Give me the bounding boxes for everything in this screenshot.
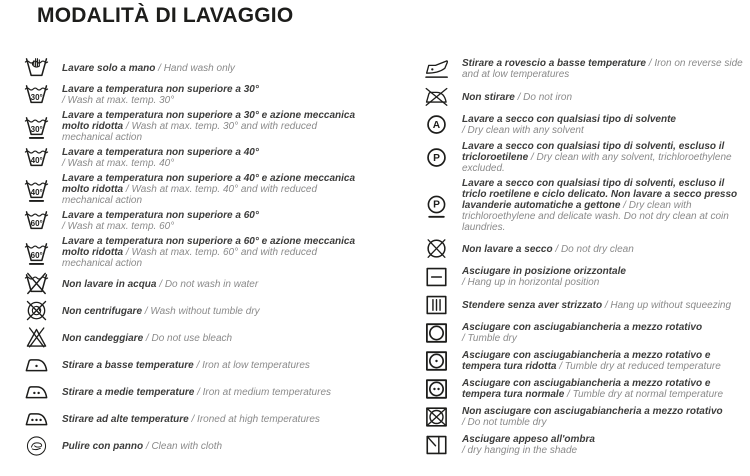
dry-clean-any-solvent-icon: [424, 113, 449, 137]
label-italian: Lavare a secco con qualsiasi tipo di solvente: [462, 114, 676, 125]
care-row: [24, 380, 368, 404]
care-label: [462, 58, 750, 80]
label-italian: Lavare a temperatura non superiore a 30° e azione meccanica molto ridotta: [62, 110, 356, 132]
label-italian: Non asciugare con asciugabiancheria a mezzo rotativo: [462, 406, 723, 417]
wash-60-icon: [24, 209, 49, 233]
care-label: [462, 322, 750, 344]
label-italian: Stendere senza aver strizzato: [462, 299, 603, 311]
care-row: [24, 353, 368, 377]
label-english: / Dry clean with trichloroethylene and delicate wash. Do not dry clean at coin laundries.: [462, 200, 729, 233]
care-row: [24, 326, 368, 350]
label-english: / Do not dry clean: [555, 243, 634, 255]
wash-40-reduced-icon: [24, 178, 49, 202]
dry-flat-icon: [424, 265, 449, 289]
care-label: [462, 266, 750, 288]
do-not-iron-icon: [424, 85, 449, 109]
label-italian: Non candeggiare: [62, 332, 144, 344]
label-italian: Pulire con panno: [62, 440, 144, 452]
wash-30-icon: [24, 83, 49, 107]
label-italian: Stirare ad alte temperature: [62, 413, 189, 425]
care-label: [462, 92, 750, 103]
tumble-dry-normal-icon: [424, 377, 449, 401]
care-row: [424, 237, 750, 261]
care-row: [424, 321, 750, 345]
tumble-dry-icon: [424, 321, 449, 345]
label-english: / Wash without tumble dry: [144, 305, 260, 317]
label-italian: Lavare a temperatura non superiore a 40°: [62, 147, 259, 158]
care-column-left: [24, 56, 368, 461]
care-row: [24, 83, 368, 107]
label-english: / Wash at max. temp. 30°: [62, 95, 175, 106]
label-english: / Tumble dry at reduced temperature: [559, 361, 721, 372]
care-label: [462, 350, 750, 372]
label-english: / Iron at low temperatures: [196, 359, 310, 371]
care-row: [424, 405, 750, 429]
care-label: [62, 360, 365, 371]
label-english: / Wash at max. temp. 40°: [62, 158, 175, 169]
label-english: / dry hanging in the shade: [462, 445, 578, 456]
label-italian: Lavare a temperatura non superiore a 30°: [62, 84, 259, 95]
label-english: / Clean with cloth: [145, 440, 223, 452]
iron-high-icon: [24, 407, 49, 431]
label-italian: Stirare a rovescio a basse temperature: [462, 58, 646, 69]
page-title: MODALITÀ DI LAVAGGIO: [37, 4, 294, 27]
dry-in-shade-icon: [424, 433, 449, 457]
care-label: [62, 210, 365, 232]
label-english: / Iron on reverse side and at low temperatures: [462, 58, 743, 80]
care-row: [24, 209, 368, 233]
label-english: / Dry clean with any solvent, trichloroethylene excluded.: [462, 152, 732, 174]
care-label: [62, 84, 365, 106]
label-italian: Asciugare con asciugabiancheria a mezzo rotativo e tempera tura ridotta: [462, 350, 711, 372]
svg-text:P: P: [433, 152, 440, 164]
label-italian: Asciugare con asciugabiancheria a mezzo rotativo e tempera tura normale: [462, 378, 711, 400]
care-row: [424, 265, 750, 289]
care-row: [24, 236, 368, 269]
care-row: [424, 113, 750, 137]
do-not-wring-icon: [24, 299, 49, 323]
care-label: [462, 114, 750, 136]
label-italian: Stirare a medie temperature: [62, 386, 195, 398]
do-not-dry-clean-icon: [424, 237, 449, 261]
label-italian: Non centrifugare: [62, 305, 143, 317]
label-italian: Non stirare: [462, 91, 515, 103]
label-english: / Do not wash in water: [159, 278, 259, 290]
care-row: [24, 110, 368, 143]
care-label: [462, 378, 750, 400]
care-row: [424, 57, 750, 81]
care-label: [62, 147, 365, 169]
label-english: / Do not use bleach: [145, 332, 233, 344]
clean-with-cloth-icon: [24, 434, 49, 458]
care-row: [424, 85, 750, 109]
label-english: / Tumble dry: [462, 333, 517, 344]
label-english: / Do not iron: [517, 91, 573, 103]
care-label: [62, 441, 365, 452]
svg-text:60°: 60°: [30, 250, 43, 260]
label-english: / Dry clean with any solvent: [462, 125, 584, 136]
care-row: [424, 178, 750, 233]
label-italian: Asciugare in posizione orizzontale: [462, 266, 626, 277]
label-italian: Non lavare a secco: [462, 243, 553, 255]
label-english: / Wash at max. temp. 60°: [62, 221, 175, 232]
svg-text:A: A: [432, 119, 441, 131]
label-italian: Lavare solo a mano: [62, 62, 156, 74]
care-label: [62, 236, 365, 269]
care-label: [462, 141, 750, 174]
svg-text:60°: 60°: [30, 218, 43, 228]
drip-dry-icon: [424, 293, 449, 317]
label-english: / Hand wash only: [158, 62, 235, 74]
care-label: [62, 306, 365, 317]
label-italian: Asciugare appeso all'ombra: [462, 434, 595, 445]
care-label: [62, 414, 365, 425]
svg-text:30°: 30°: [30, 92, 43, 102]
care-label: [462, 434, 750, 456]
iron-low-icon: [24, 353, 49, 377]
care-row: [24, 272, 368, 296]
label-english: / Hang up without squeezing: [604, 299, 732, 311]
care-label: [462, 244, 750, 255]
label-english: / Wash at max. temp. 40° and with reduced mechanical action: [62, 184, 318, 206]
iron-medium-icon: [24, 380, 49, 404]
wash-hand-icon: [24, 56, 49, 80]
svg-text:P: P: [433, 199, 440, 211]
iron-reverse-icon: [424, 57, 449, 81]
do-not-tumble-dry-icon: [424, 405, 449, 429]
care-label: [62, 110, 365, 143]
label-english: / Tumble dry at normal temperature: [567, 389, 724, 400]
care-row: [424, 293, 750, 317]
care-row: [24, 173, 368, 206]
label-english: / Wash at max. temp. 60° and with reduced mechanical action: [62, 247, 318, 269]
care-row: [24, 299, 368, 323]
care-row: [424, 141, 750, 174]
wash-40-icon: [24, 146, 49, 170]
label-english: / Iron at medium temperatures: [197, 386, 332, 398]
do-not-bleach-icon: [24, 326, 49, 350]
care-label: [62, 63, 365, 74]
care-row: [24, 434, 368, 458]
wash-60-reduced-icon: [24, 241, 49, 265]
care-row: [24, 56, 368, 80]
care-label: [462, 406, 750, 428]
care-row: [24, 407, 368, 431]
svg-text:40°: 40°: [30, 187, 43, 197]
care-label: [462, 300, 750, 311]
label-english: / Do not tumble dry: [462, 417, 547, 428]
label-italian: Lavare a secco con qualsiasi tipo di solventi, escluso il tricloroetilene: [462, 141, 725, 163]
care-row: [424, 349, 750, 373]
label-english: / Ironed at high temperatures: [191, 413, 320, 425]
care-column-right: [424, 57, 750, 461]
care-label: [62, 333, 365, 344]
label-italian: Asciugare con asciugabiancheria a mezzo rotativo: [462, 322, 703, 333]
tumble-dry-low-icon: [424, 349, 449, 373]
label-italian: Non lavare in acqua: [62, 278, 157, 290]
label-italian: Lavare a temperatura non superiore a 60° e azione meccanica molto ridotta: [62, 236, 356, 258]
label-italian: Lavare a secco con qualsiasi tipo di solventi, escluso il triclo roetilene e ciclo delicato. Non lavare a secco presso lavanderie automatiche a gettone: [462, 178, 738, 211]
label-italian: Lavare a temperatura non superiore a 40° e azione meccanica molto ridotta: [62, 173, 356, 195]
label-english: / Hang up in horizontal position: [462, 277, 600, 288]
label-english: / Wash at max. temp. 30° and with reduced mechanical action: [62, 121, 318, 143]
care-row: [424, 377, 750, 401]
care-row: [424, 433, 750, 457]
dry-clean-p-icon: [424, 146, 449, 170]
svg-text:30°: 30°: [30, 124, 43, 134]
care-label: [62, 173, 365, 206]
do-not-wash-icon: [24, 272, 49, 296]
care-label: [62, 279, 365, 290]
wash-30-reduced-icon: [24, 115, 49, 139]
svg-text:40°: 40°: [30, 155, 43, 165]
dry-clean-p-delicate-icon: [424, 194, 449, 218]
label-italian: Lavare a temperatura non superiore a 60°: [62, 210, 259, 221]
care-label: [62, 387, 365, 398]
care-row: [24, 146, 368, 170]
label-italian: Stirare a basse temperature: [62, 359, 194, 371]
care-label: [462, 178, 750, 233]
